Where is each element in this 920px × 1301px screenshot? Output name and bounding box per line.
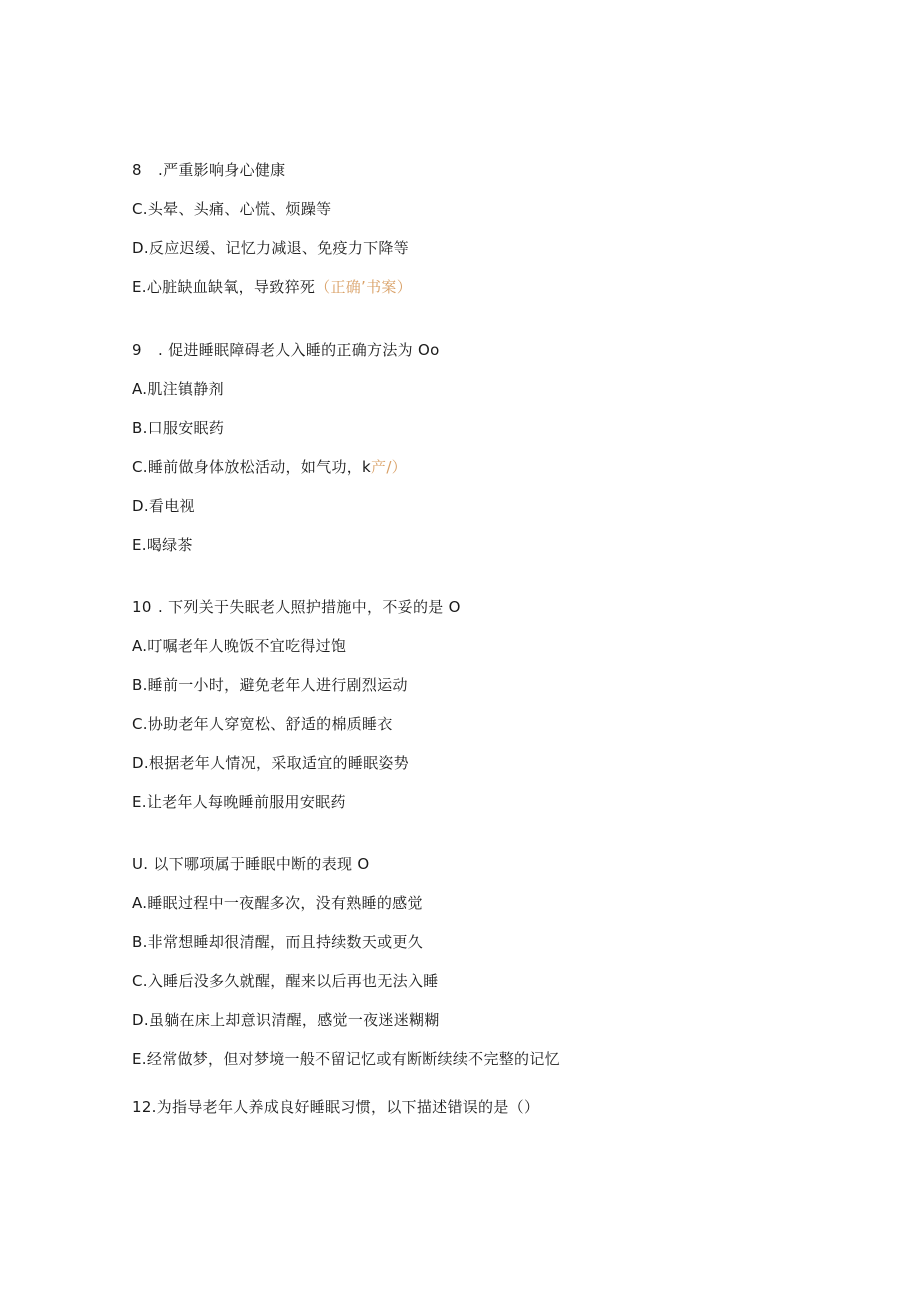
- question-text: U. 以下哪项属于睡眠中断的表现 O: [132, 855, 370, 873]
- option-e: [132, 535, 193, 555]
- option-b: [132, 418, 224, 438]
- option-d: [132, 753, 409, 773]
- option-text: A.睡眠过程中一夜醒多次，没有熟睡的感觉: [132, 894, 423, 912]
- option-e: [132, 1049, 560, 1069]
- answer-note: 产/）: [371, 458, 407, 476]
- option-text: C.协助老年人穿宽松、舒适的棉质睡衣: [132, 715, 393, 733]
- option-text: D.根据老年人情况，采取适宜的睡眠姿势: [132, 754, 410, 772]
- option-b: [132, 675, 408, 695]
- question-12-stem: [132, 1097, 539, 1117]
- question-10-stem: [132, 597, 461, 617]
- option-text: E.让老年人每晚睡前服用安眠药: [132, 793, 346, 811]
- option-d: [132, 238, 409, 258]
- question-text: . 促进睡眠障碍老人入睡的正确方法为 Oo: [158, 341, 440, 359]
- option-text: B.非常想睡却很清醒，而且持续数天或更久: [132, 933, 424, 951]
- question-11-stem: [132, 854, 370, 874]
- option-text: C.头晕、头痛、心慌、烦躁等: [132, 200, 332, 218]
- option-text: D.反应迟缓、记忆力减退、免疫力下降等: [132, 239, 410, 257]
- answer-note: （正确’书案）: [315, 278, 413, 296]
- question-text: .严重影响身心健康: [158, 161, 286, 179]
- question-8-stem: [132, 160, 285, 180]
- option-text: B.睡前一小时，避免老年人进行剧烈运动: [132, 676, 408, 694]
- question-number: 10: [132, 598, 152, 616]
- option-text: E.经常做梦，但对梦境一般不留记忆或有断断续续不完整的记忆: [132, 1050, 560, 1068]
- option-c: [132, 971, 439, 991]
- option-text: D.虽躺在床上却意识清醒，感觉一夜迷迷糊糊: [132, 1011, 440, 1029]
- option-d: [132, 1010, 440, 1030]
- option-text: C.睡前做身体放松活动，如气功，k: [132, 458, 372, 476]
- question-text: 12.为指导老年人养成良好睡眠习惯，以下描述错误的是（）: [132, 1098, 540, 1116]
- option-d: [132, 496, 195, 516]
- option-a: [132, 636, 346, 656]
- option-text: D.看电视: [132, 497, 195, 515]
- option-text: B.口服安眠药: [132, 419, 225, 437]
- option-a: [132, 379, 224, 399]
- option-a: [132, 893, 423, 913]
- option-c: [132, 457, 407, 477]
- option-e: [132, 277, 412, 297]
- question-9-stem: [132, 340, 440, 360]
- option-c: [132, 199, 331, 219]
- option-c: [132, 714, 393, 734]
- option-text: E.喝绿茶: [132, 536, 193, 554]
- option-text: A.叮嘱老年人晚饭不宜吃得过饱: [132, 637, 347, 655]
- option-text: A.肌注镇静剂: [132, 380, 224, 398]
- option-b: [132, 932, 423, 952]
- option-text: C.入睡后没多久就醒，醒来以后再也无法入睡: [132, 972, 439, 990]
- question-number: 8: [132, 161, 142, 179]
- question-number: 9: [132, 341, 142, 359]
- option-text: E.心脏缺血缺氧，导致猝死: [132, 278, 316, 296]
- question-text: . 下列关于失眠老人照护措施中，不妥的是 O: [158, 598, 461, 616]
- option-e: [132, 792, 346, 812]
